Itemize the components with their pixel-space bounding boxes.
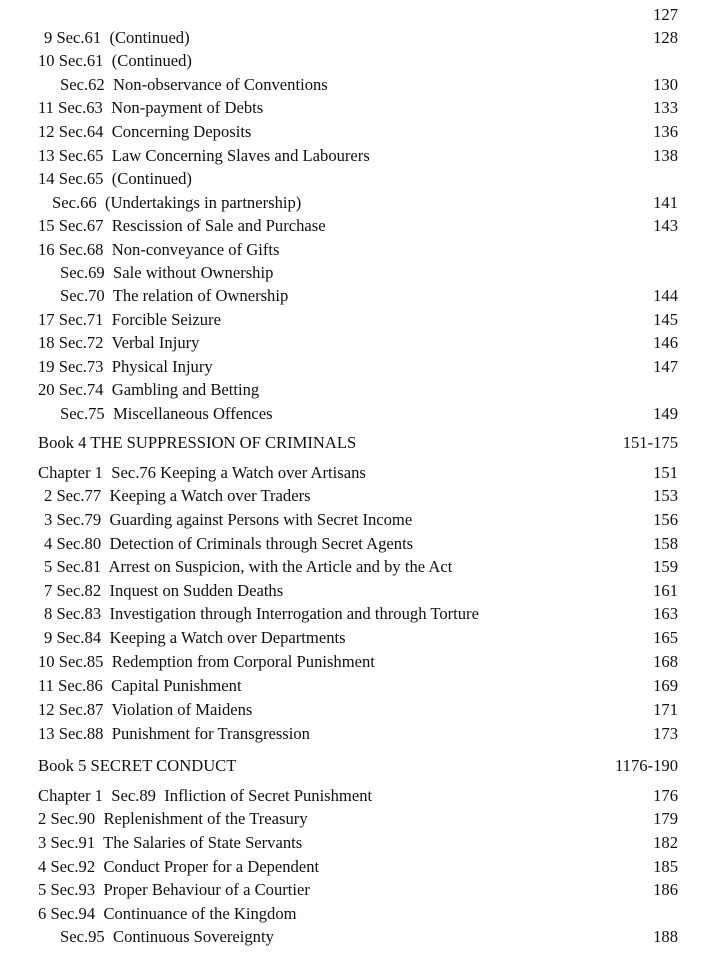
entry-title: 13 Sec.65 Law Concerning Slaves and Labourers [38,146,370,165]
entry-title: 19 Sec.73 Physical Injury [38,357,213,376]
entry-title: Sec.69 Sale without Ownership [60,263,274,282]
entry-title: 6 Sec.94 Continuance of the Kingdom [38,904,297,923]
toc-entry [0,675,704,697]
entry-page: 149 [653,404,678,423]
toc-entry [0,262,704,284]
entry-title: 15 Sec.67 Rescission of Sale and Purchase [38,216,326,235]
toc-entry [0,285,704,307]
entry-page: 145 [653,310,678,329]
toc-entry [0,879,704,901]
toc-entry [0,926,704,948]
entry-page: 138 [653,146,678,165]
entry-title: Sec.66 (Undertakings in partnership) [52,193,302,212]
entry-page: 168 [653,652,678,671]
book-heading [0,432,704,454]
entry-title: 20 Sec.74 Gambling and Betting [38,380,260,399]
toc-entry [0,785,704,807]
toc-entry [0,485,704,507]
entry-page: 169 [653,676,678,695]
entry-title: 17 Sec.71 Forcible Seizure [38,310,221,329]
entry-title: 2 Sec.90 Replenishment of the Treasury [38,809,308,828]
entry-page: 173 [653,724,678,743]
entry-title: Chapter 1 Sec.76 Keeping a Watch over Artisans [38,463,366,482]
toc-entry [0,533,704,555]
entry-title: 5 Sec.93 Proper Behaviour of a Courtier [38,880,310,899]
entry-page: 176 [653,786,678,805]
entry-page: 156 [653,510,678,529]
entry-page: 186 [653,880,678,899]
entry-title: 4 Sec.80 Detection of Criminals through Secret Agents [44,534,414,553]
entry-title: Sec.95 Continuous Sovereignty [60,927,274,946]
toc-entry [0,121,704,143]
entry-title: 12 Sec.87 Violation of Maidens [38,700,253,719]
entry-title: 12 Sec.64 Concerning Deposits [38,122,252,141]
entry-page: 151 [653,463,678,482]
toc-entry [0,309,704,331]
entry-title: Sec.62 Non-observance of Conventions [60,75,328,94]
entry-title: 10 Sec.61 (Continued) [38,51,192,70]
entry-title: 8 Sec.83 Investigation through Interrogation and through Torture [44,604,479,623]
entry-title: 9 Sec.61 (Continued) [44,28,190,47]
entry-title: 9 Sec.84 Keeping a Watch over Departments [44,628,346,647]
entry-page: 128 [653,28,678,47]
entry-page: 153 [653,486,678,505]
entry-title: 3 Sec.79 Guarding against Persons with Secret Income [44,510,413,529]
toc-entry [0,379,704,401]
entry-page: 146 [653,333,678,352]
entry-page: 136 [653,122,678,141]
toc-entry [0,192,704,214]
entry-page: 141 [653,193,678,212]
toc-entry [0,699,704,721]
entry-page: 144 [653,286,678,305]
entry-page: 185 [653,857,678,876]
entry-title: Sec.75 Miscellaneous Offences [60,404,273,423]
entry-page: 130 [653,75,678,94]
entry-page: 182 [653,833,678,852]
toc-entry [0,27,704,49]
toc-entry [0,462,704,484]
toc-entry [0,74,704,96]
toc-entry [0,603,704,625]
entry-page: 158 [653,534,678,553]
entry-title: Book 4 THE SUPPRESSION OF CRIMINALS [38,433,357,452]
entry-title: Sec.70 The relation of Ownership [60,286,289,305]
entry-page: 147 [653,357,678,376]
toc-entry [0,832,704,854]
entry-page: 143 [653,216,678,235]
toc-entry [0,808,704,830]
entry-page: 163 [653,604,678,623]
entry-title: Book 5 SECRET CONDUCT [38,756,237,775]
entry-title: 14 Sec.65 (Continued) [38,169,192,188]
toc-entry [0,356,704,378]
toc-entry [0,509,704,531]
toc-entry [0,50,704,72]
entry-page: 1176-190 [615,756,678,775]
entry-page: 133 [653,98,678,117]
toc-entry [0,215,704,237]
entry-title: 16 Sec.68 Non-conveyance of Gifts [38,240,280,259]
entry-title: 3 Sec.91 The Salaries of State Servants [38,833,303,852]
entry-title: Chapter 1 Sec.89 Infliction of Secret Punishment [38,786,373,805]
entry-title: 11 Sec.63 Non-payment of Debts [38,98,264,117]
entry-page: 171 [653,700,678,719]
entry-title: 18 Sec.72 Verbal Injury [38,333,200,352]
entry-title: 2 Sec.77 Keeping a Watch over Traders [44,486,311,505]
toc-entry [0,168,704,190]
entry-page: 127 [653,5,678,24]
entry-page: 151-175 [622,433,678,452]
entry-title: 10 Sec.85 Redemption from Corporal Punishment [38,652,375,671]
toc-entry [0,723,704,745]
toc-entry [0,97,704,119]
entry-title: 11 Sec.86 Capital Punishment [38,676,242,695]
book-heading [0,755,704,777]
entry-page: 159 [653,557,678,576]
toc-entry [0,403,704,425]
entry-page: 165 [653,628,678,647]
entry-page: 188 [653,927,678,946]
toc-entry [0,332,704,354]
toc-entry [0,145,704,167]
entry-title: 13 Sec.88 Punishment for Transgression [38,724,310,743]
toc-entry [0,651,704,673]
entry-title: 5 Sec.81 Arrest on Suspicion, with the Article and by the Act [44,557,453,576]
toc-entry [0,627,704,649]
entry-title: 4 Sec.92 Conduct Proper for a Dependent [38,857,320,876]
entry-title: 7 Sec.82 Inquest on Sudden Deaths [44,581,284,600]
toc-entry [0,4,704,26]
entry-page: 179 [653,809,678,828]
toc-entry [0,856,704,878]
entry-page: 161 [653,581,678,600]
toc-entry [0,556,704,578]
toc-entry [0,903,704,925]
toc-entry [0,580,704,602]
toc-entry [0,239,704,261]
